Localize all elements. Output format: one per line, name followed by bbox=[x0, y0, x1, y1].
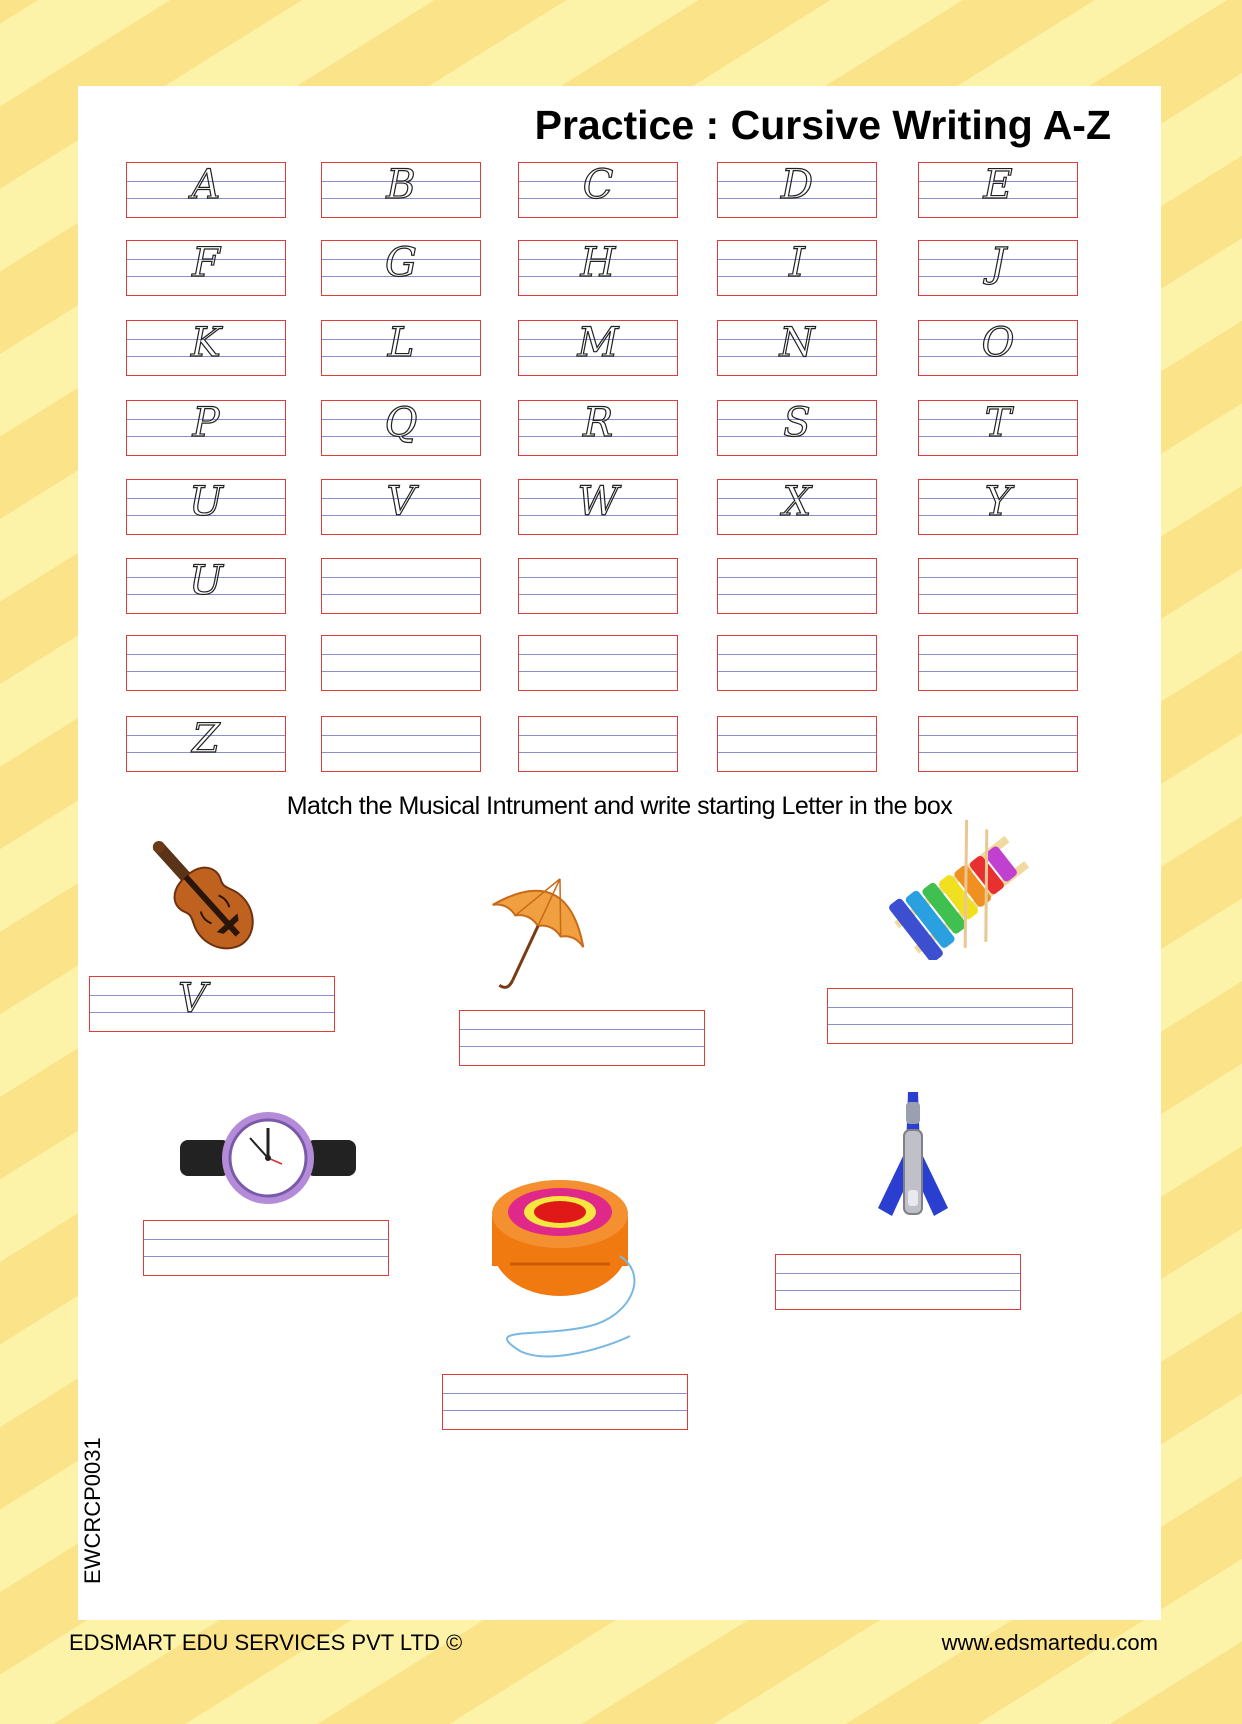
practice-box[interactable] bbox=[321, 240, 481, 296]
guide-line bbox=[828, 1024, 1072, 1025]
cursive-letter: D bbox=[780, 162, 814, 208]
answer-letter: V bbox=[178, 976, 207, 1022]
guide-line bbox=[919, 735, 1077, 736]
answer-box-zipper[interactable] bbox=[775, 1254, 1021, 1310]
cursive-letter: X bbox=[782, 479, 812, 525]
guide-line bbox=[919, 577, 1077, 578]
guide-line bbox=[322, 594, 480, 595]
practice-box[interactable] bbox=[518, 716, 678, 772]
page-title: Practice : Cursive Writing A-Z bbox=[534, 102, 1111, 148]
guide-line bbox=[718, 594, 876, 595]
cursive-letter: Q bbox=[384, 400, 418, 446]
practice-box[interactable] bbox=[717, 240, 877, 296]
guide-line bbox=[322, 577, 480, 578]
zipper-image bbox=[868, 1090, 958, 1230]
practice-box[interactable] bbox=[126, 320, 286, 376]
guide-line bbox=[322, 752, 480, 753]
cursive-letter: V bbox=[386, 479, 416, 525]
guide-line bbox=[144, 1256, 388, 1257]
practice-box[interactable] bbox=[321, 162, 481, 218]
guide-line bbox=[127, 654, 285, 655]
cursive-letter: E bbox=[983, 162, 1013, 208]
practice-box[interactable] bbox=[918, 479, 1078, 535]
cursive-letter: Z bbox=[192, 716, 220, 762]
guide-line bbox=[322, 671, 480, 672]
cursive-letter: F bbox=[192, 240, 220, 286]
yoyo-image bbox=[480, 1176, 660, 1376]
guide-line bbox=[776, 1290, 1020, 1291]
practice-box[interactable] bbox=[321, 479, 481, 535]
guide-line bbox=[519, 577, 677, 578]
answer-box-violin[interactable] bbox=[89, 976, 335, 1032]
practice-box[interactable] bbox=[918, 320, 1078, 376]
guide-line bbox=[460, 1046, 704, 1047]
practice-box[interactable] bbox=[717, 716, 877, 772]
cursive-letter: N bbox=[779, 320, 815, 366]
practice-box[interactable] bbox=[518, 479, 678, 535]
guide-line bbox=[443, 1393, 687, 1394]
guide-line bbox=[718, 671, 876, 672]
practice-box[interactable] bbox=[518, 400, 678, 456]
practice-box[interactable] bbox=[717, 558, 877, 614]
practice-box[interactable] bbox=[918, 558, 1078, 614]
practice-box[interactable] bbox=[126, 716, 286, 772]
practice-box[interactable] bbox=[126, 240, 286, 296]
cursive-letter: I bbox=[789, 240, 805, 286]
guide-line bbox=[718, 735, 876, 736]
cursive-letter: L bbox=[387, 320, 415, 366]
cursive-letter: G bbox=[385, 240, 417, 286]
practice-box[interactable] bbox=[717, 479, 877, 535]
practice-box[interactable] bbox=[126, 162, 286, 218]
practice-box[interactable] bbox=[717, 320, 877, 376]
guide-line bbox=[127, 671, 285, 672]
guide-line bbox=[519, 594, 677, 595]
guide-line bbox=[519, 752, 677, 753]
guide-line bbox=[519, 654, 677, 655]
cursive-letter: O bbox=[981, 320, 1015, 366]
practice-box[interactable] bbox=[518, 320, 678, 376]
cursive-letter: A bbox=[191, 162, 221, 208]
cursive-letter: U bbox=[189, 479, 223, 525]
guide-line bbox=[718, 654, 876, 655]
practice-box[interactable] bbox=[717, 635, 877, 691]
practice-box[interactable] bbox=[717, 162, 877, 218]
watch-image bbox=[178, 1108, 358, 1208]
practice-box[interactable] bbox=[518, 558, 678, 614]
practice-box[interactable] bbox=[918, 716, 1078, 772]
practice-box[interactable] bbox=[518, 635, 678, 691]
guide-line bbox=[919, 594, 1077, 595]
practice-box[interactable] bbox=[321, 716, 481, 772]
cursive-letter: W bbox=[577, 479, 619, 525]
match-instruction: Match the Musical Intrument and write starting Letter in the box bbox=[286, 792, 953, 820]
cursive-letter: J bbox=[989, 240, 1007, 286]
guide-line bbox=[519, 671, 677, 672]
cursive-letter: U bbox=[189, 558, 223, 604]
guide-line bbox=[519, 735, 677, 736]
practice-box[interactable] bbox=[321, 320, 481, 376]
practice-box[interactable] bbox=[126, 558, 286, 614]
guide-line bbox=[919, 752, 1077, 753]
guide-line bbox=[322, 735, 480, 736]
cursive-letter: K bbox=[191, 320, 221, 366]
practice-box[interactable] bbox=[518, 240, 678, 296]
cursive-letter: M bbox=[577, 320, 619, 366]
cursive-letter: T bbox=[984, 400, 1012, 446]
cursive-letter: H bbox=[580, 240, 616, 286]
answer-box-watch[interactable] bbox=[143, 1220, 389, 1276]
practice-box[interactable] bbox=[918, 162, 1078, 218]
worksheet-code: EWCRCP0031 bbox=[80, 1437, 105, 1584]
practice-box[interactable] bbox=[918, 240, 1078, 296]
practice-box[interactable] bbox=[321, 558, 481, 614]
guide-line bbox=[460, 1029, 704, 1030]
answer-box-yoyo[interactable] bbox=[442, 1374, 688, 1430]
footer-website[interactable]: www.edsmartedu.com bbox=[941, 1630, 1158, 1655]
practice-box[interactable] bbox=[321, 635, 481, 691]
cursive-letter: Y bbox=[984, 479, 1012, 525]
guide-line bbox=[718, 577, 876, 578]
guide-line bbox=[828, 1007, 1072, 1008]
cursive-letter: P bbox=[192, 400, 220, 446]
practice-box[interactable] bbox=[321, 400, 481, 456]
guide-line bbox=[919, 671, 1077, 672]
cursive-letter: R bbox=[582, 400, 614, 446]
cursive-letter: S bbox=[783, 400, 811, 446]
answer-box-umbrella[interactable] bbox=[459, 1010, 705, 1066]
guide-line bbox=[443, 1410, 687, 1411]
footer-company: EDSMART EDU SERVICES PVT LTD © bbox=[69, 1630, 463, 1655]
cursive-letter: C bbox=[582, 162, 614, 208]
practice-box[interactable] bbox=[126, 479, 286, 535]
guide-line bbox=[322, 654, 480, 655]
practice-box[interactable] bbox=[717, 400, 877, 456]
guide-line bbox=[144, 1239, 388, 1240]
guide-line bbox=[718, 752, 876, 753]
guide-line bbox=[919, 654, 1077, 655]
xylophone-image bbox=[878, 810, 1038, 960]
violin-image bbox=[133, 826, 273, 966]
practice-box[interactable] bbox=[518, 162, 678, 218]
guide-line bbox=[776, 1273, 1020, 1274]
practice-box[interactable] bbox=[126, 635, 286, 691]
worksheet-page bbox=[78, 86, 1161, 1620]
practice-box[interactable] bbox=[918, 635, 1078, 691]
practice-box[interactable] bbox=[126, 400, 286, 456]
cursive-letter: B bbox=[386, 162, 416, 208]
practice-box[interactable] bbox=[918, 400, 1078, 456]
answer-box-xylophone[interactable] bbox=[827, 988, 1073, 1044]
umbrella-image bbox=[478, 866, 598, 1006]
